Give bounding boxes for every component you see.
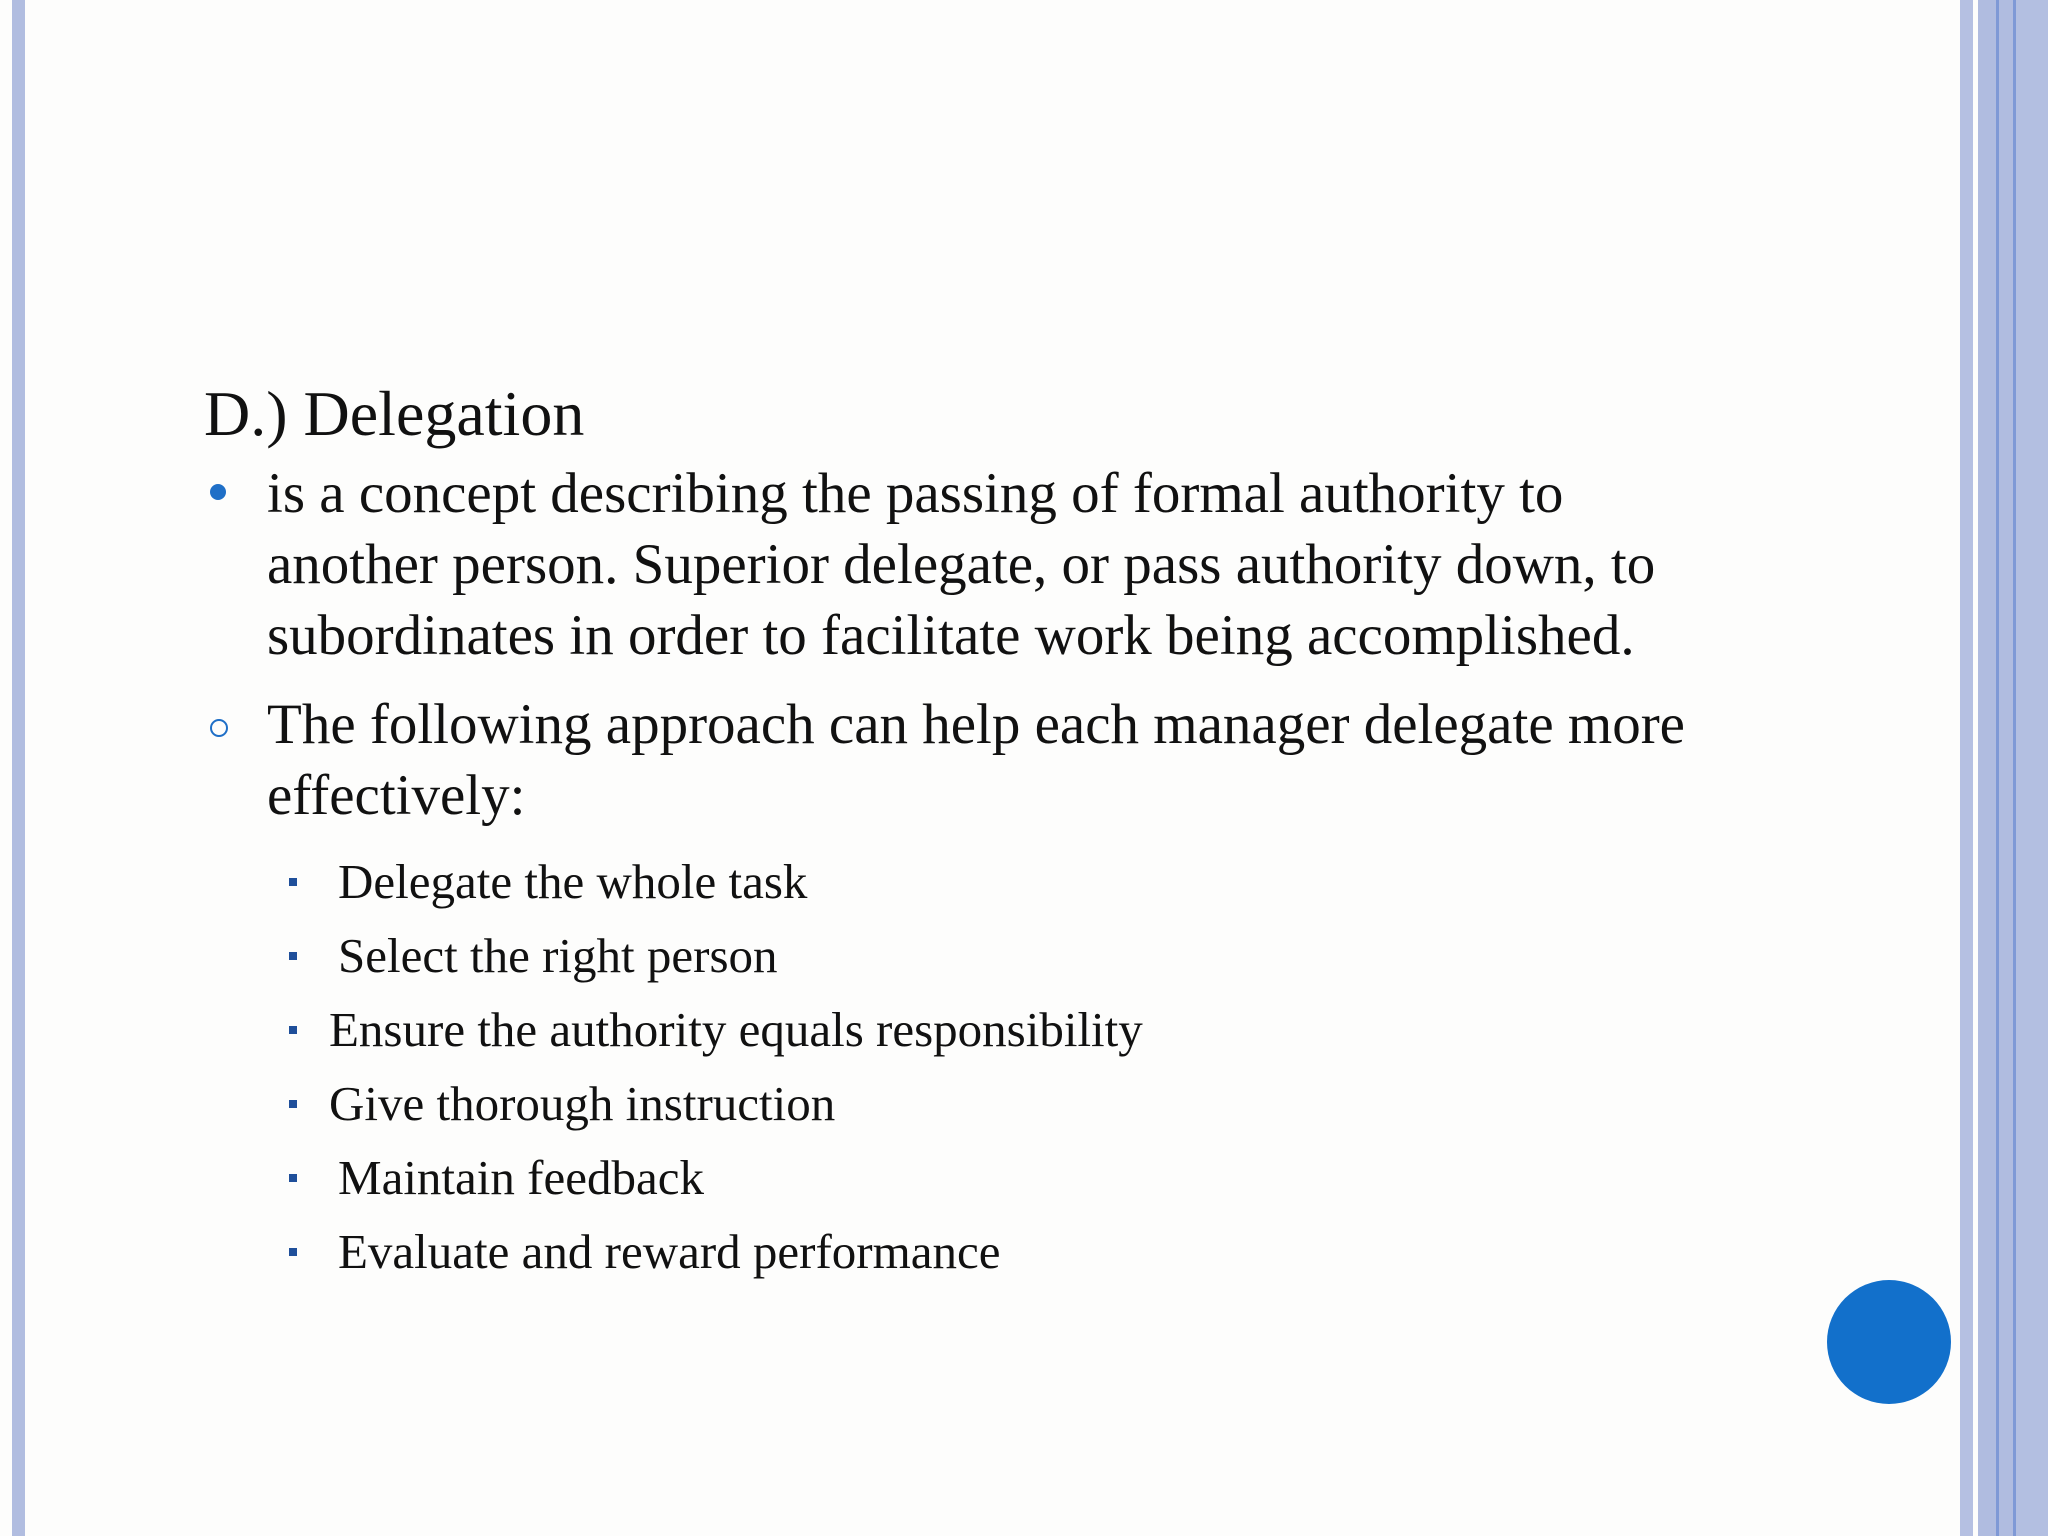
right-frame-stripe bbox=[1978, 0, 1996, 1536]
step-text: Ensure the authority equals responsibility bbox=[329, 1002, 1143, 1057]
list-item bbox=[204, 1141, 1704, 1215]
filled-circle-bullet-icon bbox=[210, 484, 226, 500]
step-text: Give thorough instruction bbox=[329, 1076, 836, 1131]
square-bullet-icon bbox=[289, 1248, 297, 1256]
step-text: Maintain feedback bbox=[338, 1150, 704, 1205]
square-bullet-icon bbox=[289, 1174, 297, 1182]
square-bullet-icon bbox=[289, 1026, 297, 1034]
step-text: Evaluate and reward performance bbox=[338, 1224, 1001, 1279]
slide-heading: D.) Delegation bbox=[204, 378, 585, 449]
square-bullet-icon bbox=[289, 952, 297, 960]
decorative-blue-circle bbox=[1827, 1280, 1951, 1404]
step-text: Select the right person bbox=[338, 928, 778, 983]
step-text: Delegate the whole task bbox=[338, 854, 808, 909]
hollow-circle-bullet-icon bbox=[210, 719, 228, 737]
right-frame-stripe bbox=[1999, 0, 2013, 1536]
square-bullet-icon bbox=[289, 1100, 297, 1108]
list-item bbox=[204, 919, 1704, 993]
right-frame-stripe bbox=[2016, 0, 2048, 1536]
left-frame-bar bbox=[12, 0, 25, 1536]
definition-text: is a concept describing the passing of formal authority to another person. Superior delegate, or pass authority down, to subordinates in order to facilitate work being accomplished. bbox=[267, 462, 1656, 667]
definition-bullet bbox=[204, 458, 1704, 671]
slide-content bbox=[204, 370, 1704, 1289]
approach-bullet bbox=[204, 689, 1704, 831]
list-item bbox=[204, 1067, 1704, 1141]
list-item bbox=[204, 845, 1704, 919]
approach-intro-text: The following approach can help each manager delegate more effectively: bbox=[267, 693, 1685, 827]
square-bullet-icon bbox=[289, 878, 297, 886]
list-item bbox=[204, 1215, 1704, 1289]
approach-steps-list bbox=[204, 845, 1704, 1289]
list-item bbox=[204, 993, 1704, 1067]
right-frame-stripe bbox=[1960, 0, 1973, 1536]
